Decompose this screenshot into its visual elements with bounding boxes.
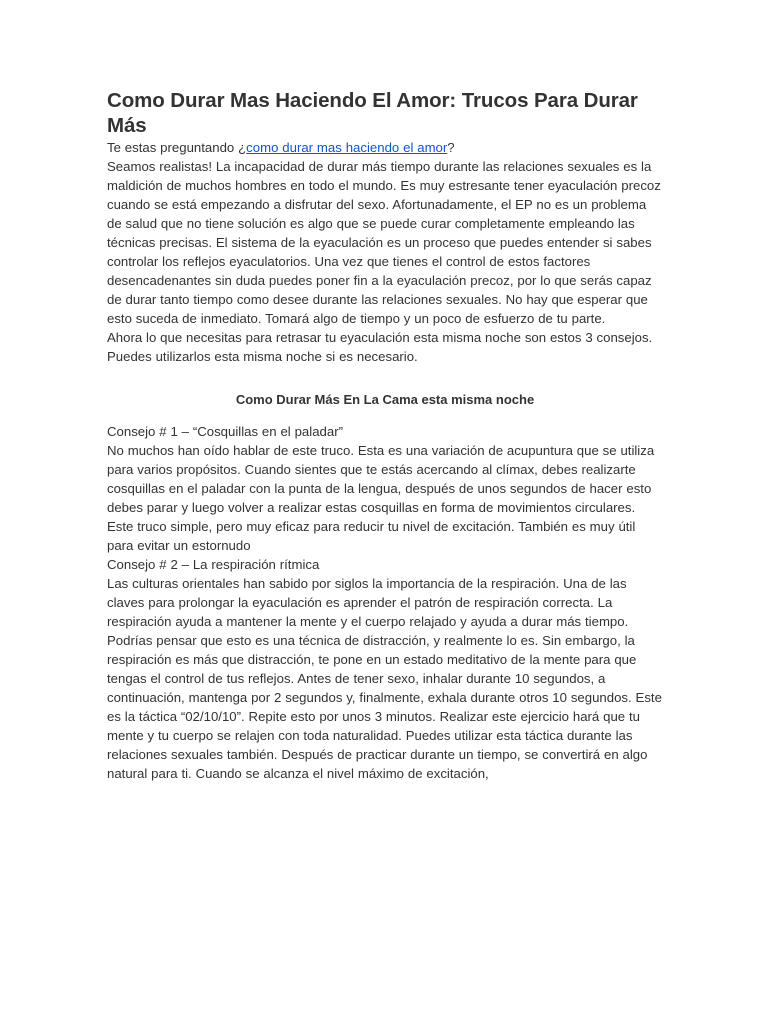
tip-1-body: No muchos han oído hablar de este truco. Esta es una variación de acupuntura que se utiliza para varios propósitos. Cuando sientes que te estás acercando al clímax, debes realizarte cosquillas en el paladar con la punta de la lengua, después de unos segundos de hacer esto debes parar y luego volver a realizar estas cosquillas en forma de movimientos circulares. Este truco simple, pero muy eficaz para reducir tu nivel de excitación. También es muy útil para evitar un estornudo	[107, 443, 655, 553]
intro-link[interactable]: como durar mas haciendo el amor	[246, 140, 448, 155]
tip-2-heading: Consejo # 2 – La respiración rítmica	[107, 557, 320, 572]
intro-prefix: Te estas preguntando ¿	[107, 140, 247, 155]
paragraph-1: Seamos realistas! La incapacidad de durar más tiempo durante las relaciones sexuales es la maldición de muchos hombres en todo el mundo. Es muy estresante tener eyaculación precoz cuando se está empezando a disfrutar del sexo. Afortunadamente, el EP no es un problema de salud que no tiene solución es algo que se puede curar completamente empleando las técnicas precisas. El sistema de la eyaculación es un proceso que puedes entender si sabes controlar los reflejos eyaculatorios. Una vez que tienes el control de estos factores desencadenantes sin duda puedes poner fin a la eyaculación precoz, por lo que serás capaz de durar tanto tiempo como desee durante las relaciones sexuales. No hay que esperar que esto suceda de inmediato. Tomará algo de tiempo y un poco de esfuerzo de tu parte.	[107, 159, 661, 326]
intro-line	[107, 138, 663, 157]
intro-suffix: ?	[447, 140, 455, 155]
section-subtitle: Como Durar Más En La Cama esta misma noche	[235, 392, 535, 407]
article-title: Como Durar Mas Haciendo El Amor: Trucos Para Durar Más	[107, 89, 638, 137]
document-page	[107, 88, 663, 783]
tip-1-heading: Consejo # 1 – “Cosquillas en el paladar”	[107, 424, 343, 439]
tip-2-body: Las culturas orientales han sabido por siglos la importancia de la respiración. Una de las claves para prolongar la eyaculación es aprender el patrón de respiración correcta. La respiración ayuda a mantener la mente y el cuerpo relajado y ayuda a durar más tiempo. Podrías pensar que esto es una técnica de distracción, y realmente lo es. Sin embargo, la respiración es más que distracción, te pone en un estado meditativo de la mente para que tengas el control de tus reflejos. Antes de tener sexo, inhalar durante 10 segundos, a continuación, mantenga por 2 segundos y, finalmente, exhala durante otros 10 segundos. Este es la táctica “02/10/10”. Repite esto por unos 3 minutos. Realizar este ejercicio hará que tu mente y tu cuerpo se relajen con toda naturalidad. Puedes utilizar esta táctica durante las relaciones sexuales también. Después de practicar durante un tiempo, se convertirá en algo natural para ti. Cuando se alcanza el nivel máximo de excitación,	[107, 576, 662, 781]
paragraph-2: Ahora lo que necesitas para retrasar tu eyaculación esta misma noche son estos 3 consejos. Puedes utilizarlos esta misma noche si es necesario.	[107, 330, 653, 364]
